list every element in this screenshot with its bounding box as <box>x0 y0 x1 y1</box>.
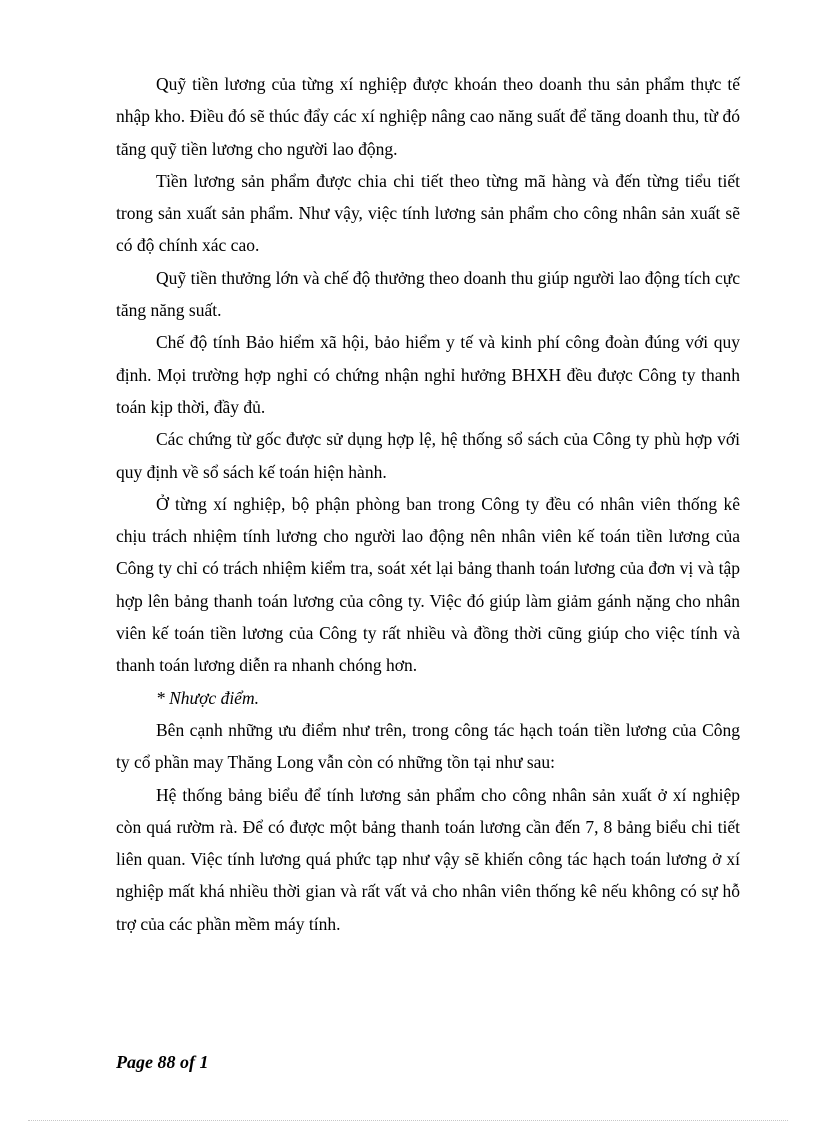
paragraph-product-wage: Tiền lương sản phẩm được chia chi tiết theo từng mã hàng và đến từng tiểu tiết trong sản xuất sản phẩm. Như vậy, việc tính lương sản phẩm cho công nhân sản xuất sẽ có độ chính xác cao. <box>116 170 740 256</box>
paragraph-disadvantages-intro: Bên cạnh những ưu điểm như trên, trong công tác hạch toán tiền lương của Công ty cổ phần may Thăng Long vẫn còn có những tồn tại như sau: <box>116 719 740 773</box>
paragraph-complex-tables: Hệ thống bảng biểu để tính lương sản phẩm cho công nhân sản xuất ở xí nghiệp còn quá rườm rà. Để có được một bảng thanh toán lương cần đến 7, 8 bảng biểu chi tiết liên quan. Việc tính lương quá phức tạp như vậy sẽ khiến công tác hạch toán lương ở xí nghiệp mất khá nhiều thời gian và rất vất vả cho nhân viên thống kê nếu không có sự hỗ trợ của các phần mềm máy tính. <box>116 784 740 934</box>
document-body <box>116 68 740 940</box>
paragraph-salary-fund: Quỹ tiền lương của từng xí nghiệp được khoán theo doanh thu sản phẩm thực tế nhập kho. Điều đó sẽ thúc đẩy các xí nghiệp nâng cao năng suất để tăng doanh thu, từ đó tăng quỹ tiền lương cho người lao động. <box>116 74 740 159</box>
paragraph-vouchers: Các chứng từ gốc được sử dụng hợp lệ, hệ thống sổ sách của Công ty phù hợp với quy định về sổ sách kế toán hiện hành. <box>116 429 740 482</box>
paragraph-statisticians: Ở từng xí nghiệp, bộ phận phòng ban trong Công ty đều có nhân viên thống kê chịu trách nhiệm tính lương cho người lao động nên nhân viên kế toán tiền lương của Công ty chỉ có trách nhiệm kiểm tra, soát xét lại bảng thanh toán lương của đơn vị và tập hợp lên bảng thanh toán lương của công ty. Việc đó giúp làm giảm gánh nặng cho nhân viên kế toán tiền lương của Công ty rất nhiều và đồng thời cũng giúp cho việc tính và thanh toán lương diễn ra nhanh chóng hơn. <box>116 493 740 676</box>
page-number-footer: Page 88 of 1 <box>116 1052 209 1072</box>
section-heading-disadvantages: * Nhược điểm. <box>156 687 259 708</box>
paragraph-bonus-fund: Quỹ tiền thưởng lớn và chế độ thưởng theo doanh thu giúp người lao động tích cực tăng năng suất. <box>116 267 740 321</box>
page-bottom-divider <box>28 1120 788 1121</box>
paragraph-social-insurance: Chế độ tính Bảo hiểm xã hội, bảo hiểm y tế và kinh phí công đoàn đúng với quy định. Mọi trường hợp nghỉ có chứng nhận nghỉ hưởng BHXH đều được Công ty thanh toán kịp thời, đầy đủ. <box>116 332 740 417</box>
